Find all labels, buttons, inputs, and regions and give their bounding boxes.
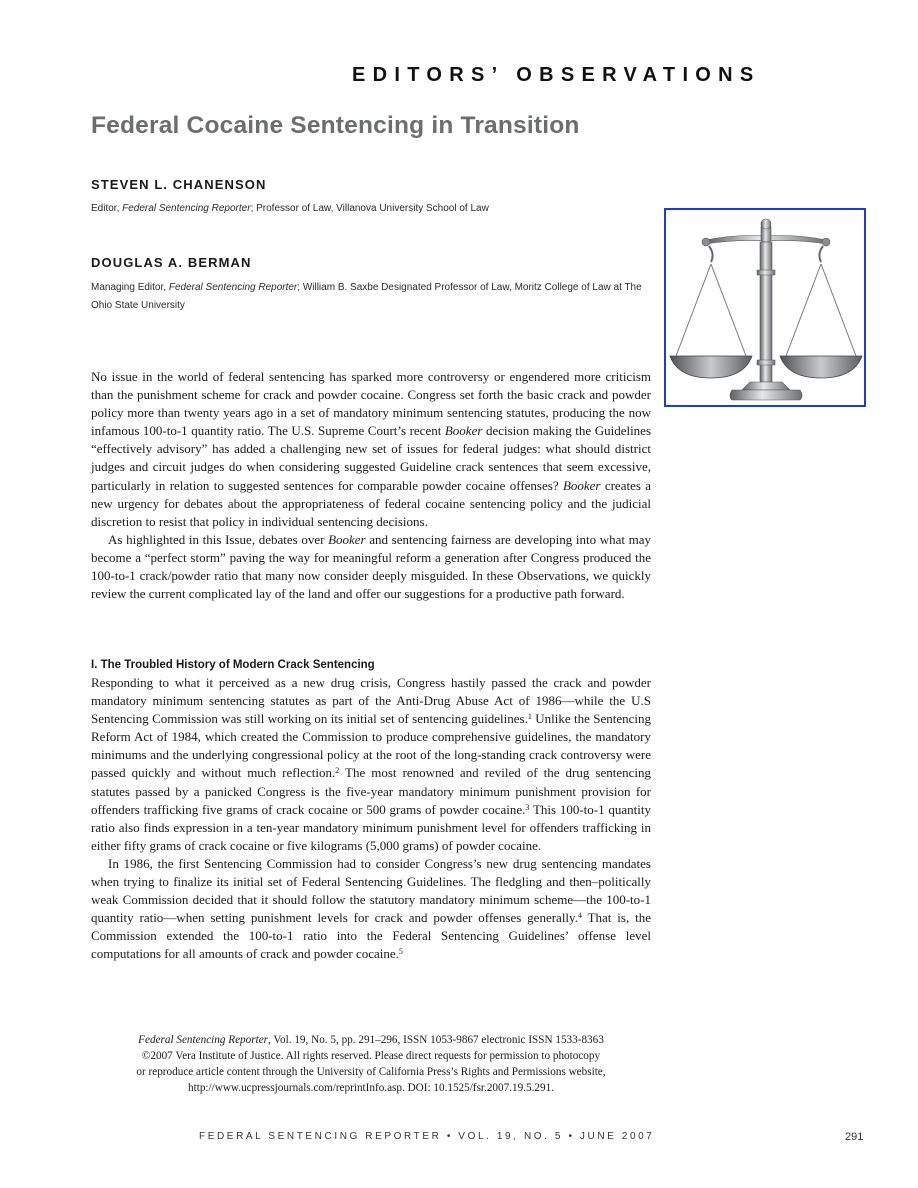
intro-paragraph-2: As highlighted in this Issue, debates over Booker and sentencing fairness are developing into what may become a “perfect storm” paving the way for meaningful reform a generation after Congress produced the 100-to-1 crack/powder ratio that many now consider deeply misguided. In these Observations, we quickly review the current complicated lay of the land and offer our suggestions for a productive path forward. [91, 531, 651, 602]
section-1-heading: I. The Troubled History of Modern Crack Sentencing [91, 659, 375, 671]
section-1-paragraph-2: In 1986, the first Sentencing Commission had to consider Congress’s new drug sentencing mandates when trying to finalize its initial set of Federal Sentencing Guidelines. The fledgling and then–politically weak Commission decided that it should follow the statutory mandatory minimum scheme—the 100-to-1 quantity ratio—when setting punishment levels for crack and powder offenses generally.$^4$ That is, the Commission extended the 100-to-1 ratio into the Federal Sentencing Guidelines’ offense level computations for all amounts of crack and powder cocaine.$^5$ [91, 855, 651, 962]
author-name-1: STEVEN L. CHANENSON [91, 177, 267, 192]
article-title: Federal Cocaine Sentencing in Transition [91, 112, 580, 139]
citation-line-1: Federal Sentencing Reporter, Vol. 19, No. 5, pp. 291–296, ISSN 1053-9867 electronic ISSN 1533-8363 [138, 1034, 604, 1046]
citation-line-4: http://www.ucpressjournals.com/reprintInfo.asp. DOI: 10.1525/fsr.2007.19.5.291. [188, 1082, 554, 1095]
citation-line-3: or reproduce article content through the University of California Press’s Rights and Permissions website, [136, 1066, 606, 1079]
running-footer: FEDERAL SENTENCING REPORTER • VOL. 19, NO. 5 • JUNE 2007 [199, 1131, 655, 1142]
intro-text [91, 368, 651, 603]
footnote-ref-5: 5 [398, 947, 403, 957]
footnote-ref-2: 2 [335, 766, 340, 776]
citation-line-2: ©2007 Vera Institute of Justice. All rights reserved. Please direct requests for permission to photocopy [141, 1050, 601, 1063]
intro-paragraph-1: No issue in the world of federal sentencing has sparked more controversy or engendered more criticism than the punishment scheme for crack and powder cocaine. Congress set forth the basic crack and powder policy more than twenty years ago in a set of mandatory minimum sentencing statutes, producing the now infamous 100-to-1 quantity ratio. The U.S. Supreme Court’s recent Booker decision making the Guidelines “effectively advisory” has added a challenging new set of issues for federal judges: what should district judges and circuit judges do when considering suggested Guideline crack sentences that seem excessive, particularly in relation to suggested sentences for comparable powder cocaine offenses? Booker creates a new urgency for debates about the appropriateness of federal cocaine sentencing policy and the judicial discretion to resist that policy in individual sentencing decisions. [91, 369, 652, 529]
author-name-2: DOUGLAS A. BERMAN [91, 255, 252, 270]
author-affiliation-1: Editor, Federal Sentencing Reporter; Professor of Law, Villanova University School of Law [91, 203, 489, 214]
author-affiliation-2: Managing Editor, Federal Sentencing Reporter; William B. Saxbe Designated Professor of Law, Moritz College of Law at The Ohio State University [91, 282, 642, 311]
scales-of-justice-icon [666, 210, 864, 405]
footnote-ref-3: 3 [525, 802, 530, 812]
section-1 [91, 656, 651, 964]
page-number: 291 [845, 1131, 864, 1143]
footnote-ref-1: 1 [527, 712, 532, 722]
footnote-ref-4: 4 [577, 911, 582, 921]
section-heading: EDITORS’ OBSERVATIONS [352, 64, 761, 86]
section-1-paragraph-1: Responding to what it perceived as a new drug crisis, Congress hastily passed the crack and powder mandatory minimum sentencing statutes as part of the Anti-Drug Abuse Act of 1986—while the U.S Sentencing Commission was still working on its initial set of sentencing guidelines.$^1$ Unlike the Sentencing Reform Act of 1984, which created the Commission to produce comprehensive guidelines, the mandatory minimums and the underlying congressional policy at the root of the long-standing crack controversy were passed quickly and without much reflection.$^2$ The most renowned and reviled of the drug sentencing statutes passed by a panicked Congress is the five-year mandatory minimum punishment provision for offenders trafficking five grams of crack cocaine or 500 grams of powder cocaine.$^3$ This 100-to-1 quantity ratio also finds expression in a ten-year mandatory minimum punishment level for offenders trafficking in either fifty grams of crack cocaine or five kilograms (5,000 grams) of powder cocaine. [91, 675, 651, 853]
scales-figure [664, 208, 866, 407]
citation-block [91, 1032, 651, 1096]
